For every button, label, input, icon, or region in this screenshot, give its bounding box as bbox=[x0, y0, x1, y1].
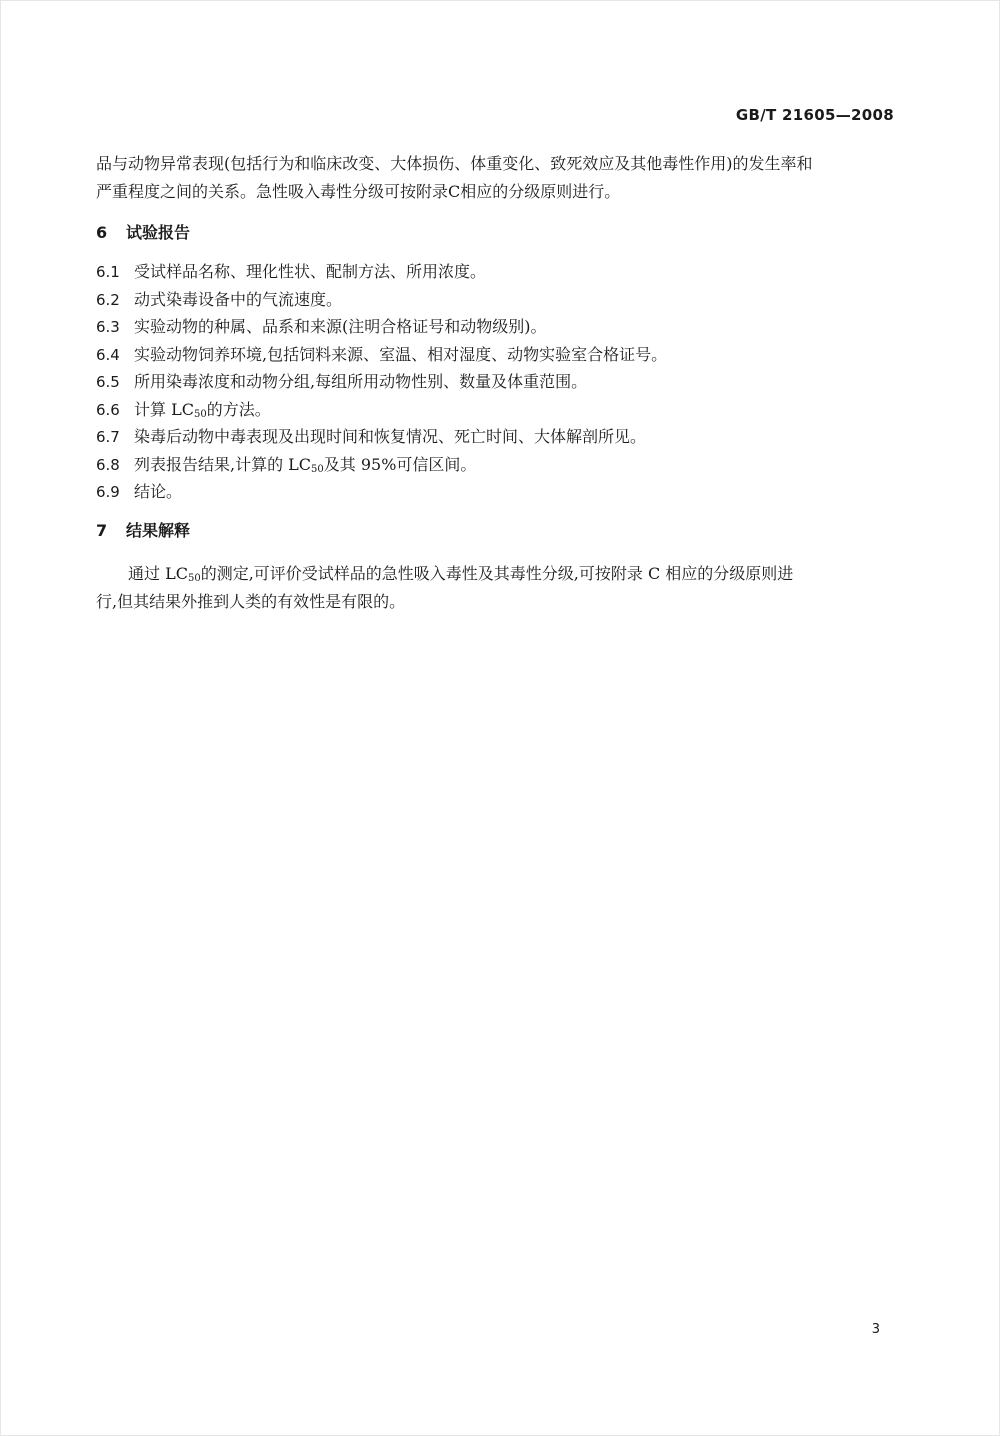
item-number: 6.6 bbox=[96, 400, 120, 419]
item-text: 及其 95%可信区间。 bbox=[323, 454, 477, 474]
list-item bbox=[96, 396, 896, 424]
section-6-title: 试验报告 bbox=[126, 223, 191, 242]
item-text: 列表报告结果,计算的 LC bbox=[134, 454, 312, 474]
section-6-heading bbox=[96, 221, 190, 245]
item-text: 计算 LC bbox=[134, 399, 194, 419]
list-item bbox=[96, 286, 896, 314]
section-7-number: 7 bbox=[96, 521, 108, 540]
intro-paragraph bbox=[96, 150, 896, 206]
section-7-line-2: 行,但其结果外推到人类的有效性是有限的。 bbox=[96, 592, 406, 611]
item-number: 6.7 bbox=[96, 428, 120, 446]
item-text: 染毒后动物中毒表现及出现时间和恢复情况、死亡时间、大体解剖所见。 bbox=[134, 427, 647, 446]
item-text: 的方法。 bbox=[206, 399, 271, 419]
item-number: 6.3 bbox=[96, 318, 120, 336]
list-item bbox=[96, 451, 896, 479]
item-number: 6.5 bbox=[96, 373, 120, 391]
section-7-line-1: 通过 $LC_{50}$的测定,可评价受试样品的急性吸入毒性及其毒性分级,可按附录 C 相应的分级原则进 bbox=[128, 564, 794, 584]
section-7-title: 结果解释 bbox=[126, 521, 191, 540]
item-text: 所用染毒浓度和动物分组,每组所用动物性别、数量及体重范围。 bbox=[134, 372, 588, 391]
list-item bbox=[96, 478, 896, 506]
section-6-number: 6 bbox=[96, 223, 108, 242]
item-number: 6.4 bbox=[96, 345, 120, 364]
page-number: 3 bbox=[871, 1322, 880, 1337]
item-text: 受试样品名称、理化性状、配制方法、所用浓度。 bbox=[134, 262, 487, 281]
item-number: 6.2 bbox=[96, 290, 120, 309]
item-number: 6.1 bbox=[96, 263, 120, 281]
list-item bbox=[96, 368, 896, 396]
standard-code: GB/T 21605—2008 bbox=[735, 106, 894, 124]
section-7-heading bbox=[96, 519, 190, 543]
list-item bbox=[96, 258, 896, 286]
subscript: 50 bbox=[311, 463, 324, 475]
subscript: 50 bbox=[193, 408, 207, 420]
item-text: 结论。 bbox=[134, 482, 183, 501]
subscript: 50 bbox=[187, 573, 201, 584]
list-item bbox=[96, 423, 896, 451]
section-7-paragraph bbox=[96, 560, 896, 616]
list-item bbox=[96, 313, 896, 341]
item-text: 动式染毒设备中的气流速度。 bbox=[134, 289, 343, 309]
list-item bbox=[96, 341, 896, 369]
item-text: 实验动物的种属、品系和来源(注明合格证号和动物级别)。 bbox=[134, 317, 547, 336]
intro-line-2: 严重程度之间的关系。急性吸入毒性分级可按附录C相应的分级原则进行。 bbox=[96, 182, 621, 201]
item-number: 6.9 bbox=[96, 483, 120, 501]
item-text: 实验动物饲养环境,包括饲料来源、室温、相对湿度、动物实验室合格证号。 bbox=[134, 344, 668, 364]
item-number: 6.8 bbox=[96, 455, 120, 474]
intro-line-1: 品与动物异常表现(包括行为和临床改变、大体损伤、体重变化、致死效应及其他毒性作用)的发生率和 bbox=[96, 154, 813, 173]
report-items-list bbox=[96, 258, 896, 506]
